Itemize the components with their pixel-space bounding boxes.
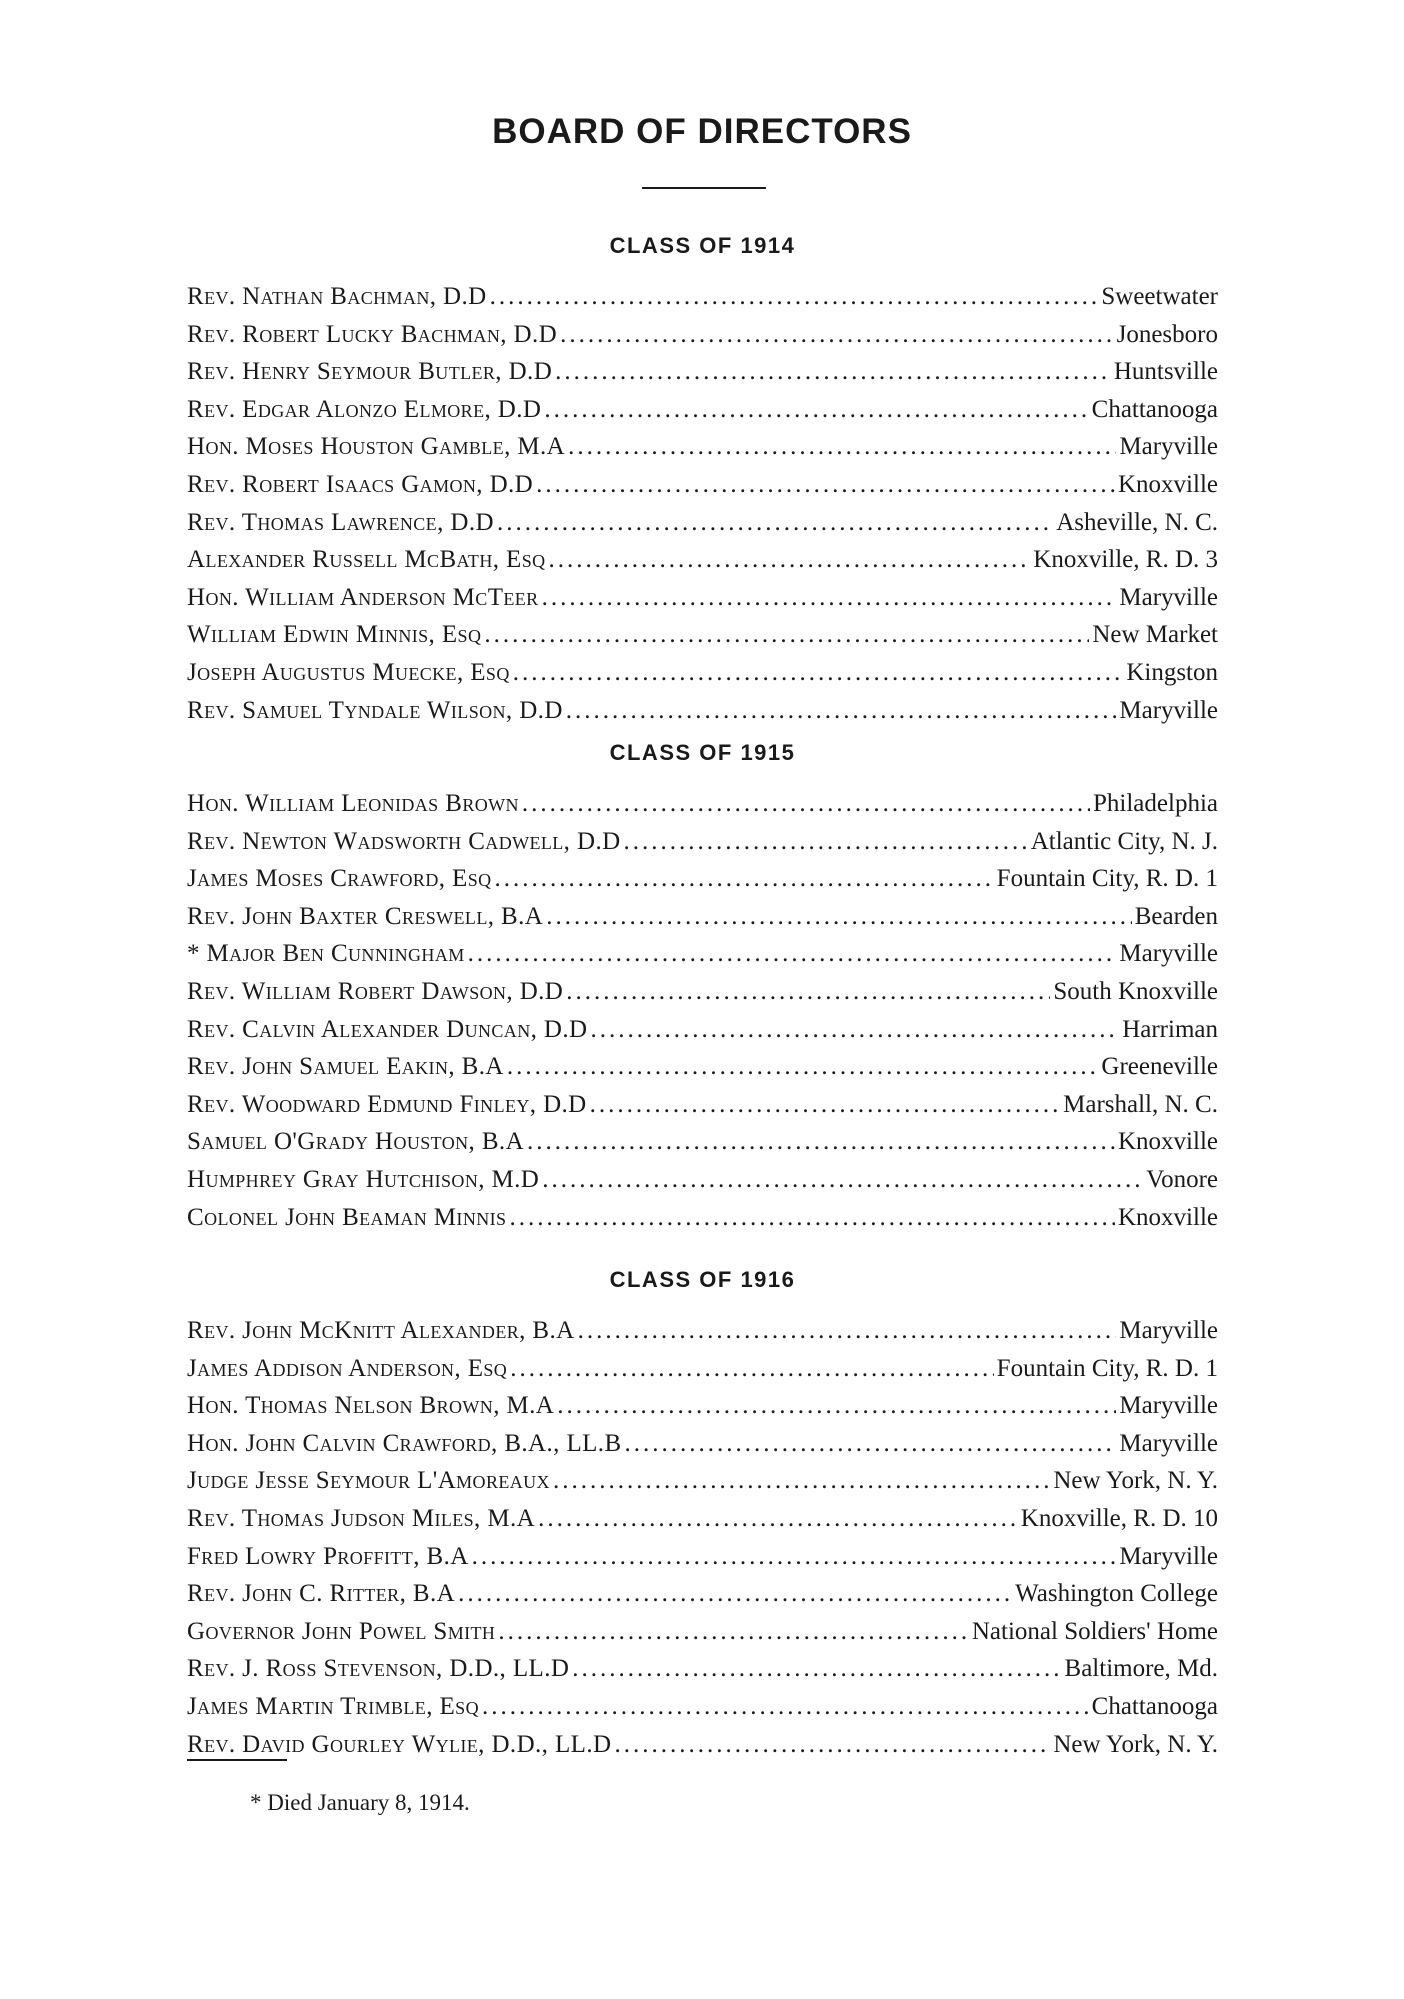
class-heading: CLASS OF 1914 bbox=[609, 233, 796, 258]
member-entry bbox=[187, 1425, 1218, 1463]
dot-leader bbox=[482, 1688, 1089, 1726]
member-place: Harriman bbox=[1122, 1015, 1218, 1043]
member-entry bbox=[187, 1048, 1218, 1086]
member-place: Vonore bbox=[1146, 1165, 1218, 1193]
member-list bbox=[187, 1312, 1218, 1763]
member-place: Knoxville, R. D. 3 bbox=[1033, 546, 1218, 574]
dot-leader bbox=[546, 898, 1131, 936]
member-place: Sweetwater bbox=[1101, 283, 1218, 310]
member-entry bbox=[187, 504, 1218, 542]
dot-leader bbox=[566, 973, 1050, 1011]
dot-leader bbox=[544, 391, 1088, 429]
member-name: Hon. Thomas Nelson Brown, M.A bbox=[187, 1392, 555, 1420]
member-entry bbox=[187, 1350, 1218, 1388]
member-entry bbox=[187, 860, 1218, 898]
member-name: Rev. Henry Seymour Butler, D.D bbox=[187, 358, 553, 386]
member-place: Knoxville, R. D. 10 bbox=[1020, 1504, 1218, 1532]
dot-leader bbox=[458, 1575, 1012, 1613]
class-heading: CLASS OF 1916 bbox=[609, 1267, 796, 1292]
member-place: Knoxville bbox=[1118, 470, 1218, 498]
dot-leader bbox=[614, 1726, 1050, 1764]
member-name: Rev. David Gourley Wylie, D.D., LL.D bbox=[187, 1730, 612, 1758]
member-place: Washington College bbox=[1015, 1580, 1218, 1608]
member-entry bbox=[187, 466, 1218, 504]
member-place: Maryville bbox=[1119, 696, 1218, 724]
member-name: James Addison Anderson, Esq bbox=[187, 1354, 508, 1382]
member-entry bbox=[187, 785, 1218, 823]
member-name: Rev. John C. Ritter, B.A bbox=[187, 1580, 456, 1608]
dot-leader bbox=[495, 860, 994, 898]
member-name: Hon. John Calvin Crawford, B.A., LL.B bbox=[187, 1429, 622, 1457]
member-place: Asheville, N. C. bbox=[1056, 508, 1218, 536]
class-heading: CLASS OF 1915 bbox=[609, 740, 796, 765]
member-entry bbox=[187, 1500, 1218, 1538]
member-name: Rev. Thomas Judson Miles, M.A bbox=[187, 1504, 536, 1532]
member-entry bbox=[187, 579, 1218, 617]
member-name: Hon. William Anderson McTeer bbox=[187, 583, 539, 611]
member-entry bbox=[187, 935, 1218, 973]
member-entry bbox=[187, 1462, 1218, 1500]
member-place: Maryville bbox=[1119, 1429, 1218, 1457]
member-entry bbox=[187, 1123, 1218, 1161]
page-title: BOARD OF DIRECTORS bbox=[492, 112, 912, 151]
dot-leader bbox=[484, 616, 1089, 654]
member-entry bbox=[187, 898, 1218, 936]
member-place: Fountain City, R. D. 1 bbox=[996, 865, 1218, 893]
member-place: Jonesboro bbox=[1116, 320, 1218, 348]
dot-leader bbox=[527, 1123, 1115, 1161]
class-section-1914 bbox=[187, 226, 1218, 729]
member-name: Rev. J. Ross Stevenson, D.D., LL.D bbox=[187, 1655, 570, 1683]
dot-leader bbox=[560, 316, 1114, 354]
member-entry bbox=[187, 1312, 1218, 1350]
member-entry bbox=[187, 1650, 1218, 1688]
member-entry bbox=[187, 1726, 1218, 1764]
member-place: Kingston bbox=[1126, 658, 1218, 686]
dot-leader bbox=[555, 353, 1111, 391]
member-place: Knoxville bbox=[1118, 1203, 1218, 1231]
member-place: Fountain City, R. D. 1 bbox=[996, 1354, 1218, 1382]
member-name: William Edwin Minnis, Esq bbox=[187, 621, 482, 649]
dot-leader bbox=[510, 1350, 993, 1388]
member-place: Maryville bbox=[1119, 1392, 1218, 1420]
member-place: Chattanooga bbox=[1091, 1692, 1218, 1720]
member-entry bbox=[187, 428, 1218, 466]
dot-leader bbox=[498, 1613, 969, 1651]
member-name: Hon. Moses Houston Gamble, M.A bbox=[187, 433, 566, 461]
member-name: Fred Lowry Proffitt, B.A bbox=[187, 1542, 469, 1570]
member-entry bbox=[187, 973, 1218, 1011]
member-entry bbox=[187, 391, 1218, 429]
member-place: New York, N. Y. bbox=[1053, 1467, 1218, 1495]
dot-leader bbox=[624, 823, 1028, 861]
dot-leader bbox=[566, 692, 1117, 730]
dot-leader bbox=[542, 1161, 1143, 1199]
member-name: Rev. John Baxter Creswell, B.A bbox=[187, 902, 544, 930]
member-name: Joseph Augustus Muecke, Esq bbox=[187, 658, 510, 686]
dot-leader bbox=[590, 1086, 1061, 1124]
dot-leader bbox=[507, 1048, 1099, 1086]
dot-leader bbox=[538, 1500, 1018, 1538]
member-place: Maryville bbox=[1119, 1317, 1218, 1344]
member-name: Rev. Robert Isaacs Gamon, D.D bbox=[187, 470, 534, 498]
dot-leader bbox=[536, 466, 1115, 504]
member-entry bbox=[187, 654, 1218, 692]
member-entry bbox=[187, 1011, 1218, 1049]
member-place: Bearden bbox=[1134, 902, 1218, 930]
footnote-divider bbox=[187, 1759, 287, 1761]
member-name: Humphrey Gray Hutchison, M.D bbox=[187, 1165, 540, 1193]
title-divider bbox=[642, 187, 766, 189]
member-entry bbox=[187, 1161, 1218, 1199]
member-name: Rev. John McKnitt Alexander, B.A bbox=[187, 1317, 575, 1344]
member-name: James Moses Crawford, Esq bbox=[187, 865, 492, 893]
member-name: Judge Jesse Seymour L'Amoreaux bbox=[187, 1467, 550, 1495]
member-list bbox=[187, 278, 1218, 729]
member-name: Rev. Robert Lucky Bachman, D.D bbox=[187, 320, 558, 348]
member-entry bbox=[187, 1688, 1218, 1726]
dot-leader bbox=[542, 579, 1117, 617]
member-entry bbox=[187, 316, 1218, 354]
member-entry bbox=[187, 692, 1218, 730]
dot-leader bbox=[625, 1425, 1117, 1463]
member-name: Rev. John Samuel Eakin, B.A bbox=[187, 1053, 504, 1081]
dot-leader bbox=[572, 1650, 1061, 1688]
member-place: Atlantic City, N. J. bbox=[1030, 827, 1218, 855]
member-place: New Market bbox=[1092, 621, 1218, 649]
member-entry bbox=[187, 353, 1218, 391]
member-name: Rev. William Robert Dawson, D.D bbox=[187, 977, 564, 1005]
member-name: Alexander Russell McBath, Esq bbox=[187, 546, 546, 574]
member-entry bbox=[187, 1613, 1218, 1651]
member-place: Maryville bbox=[1119, 433, 1218, 461]
member-entry bbox=[187, 278, 1218, 316]
member-place: Philadelphia bbox=[1093, 790, 1218, 817]
member-entry bbox=[187, 823, 1218, 861]
member-entry bbox=[187, 616, 1218, 654]
member-entry bbox=[187, 1086, 1218, 1124]
member-name: Rev. Woodward Edmund Finley, D.D bbox=[187, 1090, 587, 1118]
member-name: Rev. Calvin Alexander Duncan, D.D bbox=[187, 1015, 588, 1043]
member-name: Rev. Thomas Lawrence, D.D bbox=[187, 508, 494, 536]
member-name: Rev. Samuel Tyndale Wilson, D.D bbox=[187, 696, 563, 724]
dot-leader bbox=[509, 1199, 1115, 1237]
class-section-1916 bbox=[187, 1260, 1218, 1763]
member-place: New York, N. Y. bbox=[1053, 1730, 1218, 1758]
dot-leader bbox=[549, 541, 1031, 579]
dot-leader bbox=[578, 1312, 1117, 1350]
dot-leader bbox=[490, 278, 1099, 316]
member-entry bbox=[187, 1575, 1218, 1613]
dot-leader bbox=[468, 935, 1117, 973]
footnote: * Died January 8, 1914. bbox=[250, 1790, 470, 1815]
member-place: National Soldiers' Home bbox=[971, 1617, 1218, 1645]
member-entry bbox=[187, 541, 1218, 579]
member-entry bbox=[187, 1199, 1218, 1237]
dot-leader bbox=[590, 1011, 1119, 1049]
dot-leader bbox=[557, 1387, 1116, 1425]
member-place: Maryville bbox=[1119, 940, 1218, 968]
member-name: Governor John Powel Smith bbox=[187, 1617, 496, 1645]
member-name: Hon. William Leonidas Brown bbox=[187, 790, 519, 817]
dot-leader bbox=[472, 1538, 1117, 1576]
member-name: Rev. Newton Wadsworth Cadwell, D.D bbox=[187, 827, 621, 855]
member-place: Knoxville bbox=[1118, 1128, 1218, 1156]
member-name: Rev. Nathan Bachman, D.D bbox=[187, 283, 487, 310]
member-place: Maryville bbox=[1119, 583, 1218, 611]
member-place: Baltimore, Md. bbox=[1064, 1655, 1218, 1683]
member-entry bbox=[187, 1387, 1218, 1425]
member-name: Samuel O'Grady Houston, B.A bbox=[187, 1128, 525, 1156]
member-place: Huntsville bbox=[1113, 358, 1218, 386]
dot-leader bbox=[522, 785, 1090, 823]
dot-leader bbox=[553, 1462, 1050, 1500]
member-place: Chattanooga bbox=[1091, 395, 1218, 423]
member-name: Rev. Edgar Alonzo Elmore, D.D bbox=[187, 395, 542, 423]
member-name: Colonel John Beaman Minnis bbox=[187, 1203, 507, 1231]
member-place: Marshall, N. C. bbox=[1063, 1090, 1218, 1118]
member-place: South Knoxville bbox=[1053, 977, 1218, 1005]
member-name: James Martin Trimble, Esq bbox=[187, 1692, 479, 1720]
member-place: Greeneville bbox=[1101, 1053, 1218, 1081]
class-section-1915 bbox=[187, 733, 1218, 1236]
member-entry bbox=[187, 1538, 1218, 1576]
member-name: * Major Ben Cunningham bbox=[187, 940, 465, 968]
member-list bbox=[187, 785, 1218, 1236]
member-place: Maryville bbox=[1119, 1542, 1218, 1570]
dot-leader bbox=[513, 654, 1124, 692]
dot-leader bbox=[497, 504, 1053, 542]
dot-leader bbox=[568, 428, 1116, 466]
